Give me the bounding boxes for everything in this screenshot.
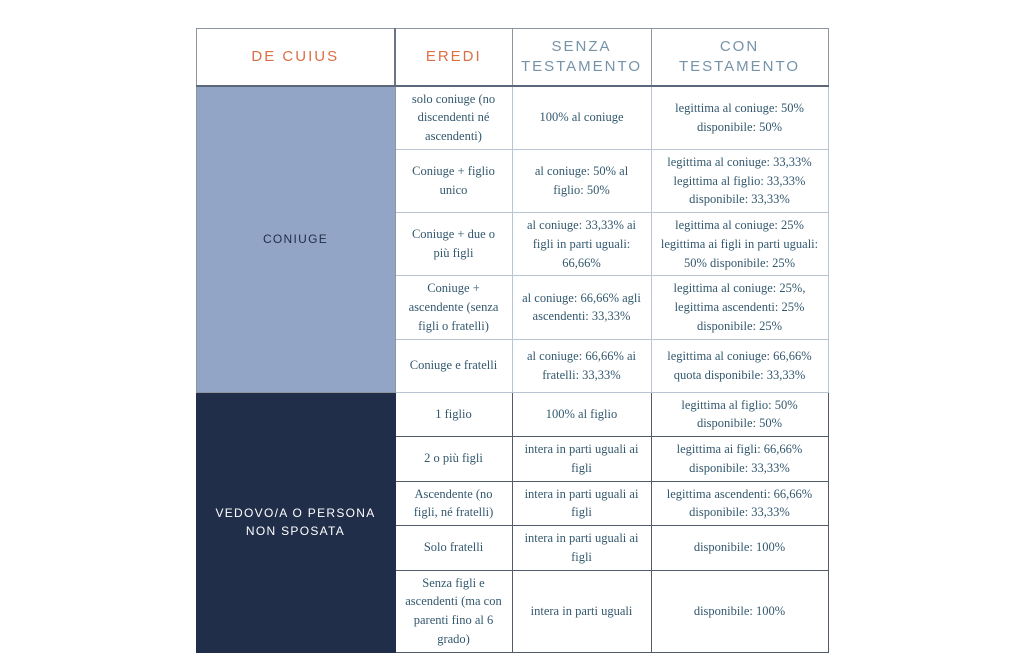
con-testamento-cell: legittima al figlio: 50% disponibile: 50% — [651, 392, 828, 437]
inheritance-table — [196, 28, 829, 653]
table-row — [196, 392, 828, 437]
con-testamento-cell: legittima al coniuge: 25% legittima ai figli in parti uguali: 50% disponibile: 25% — [651, 213, 828, 276]
eredi-cell: 1 figlio — [395, 392, 512, 437]
header-cell-eredi: EREDI — [395, 29, 512, 86]
senza-testamento-cell: al coniuge: 33,33% ai figli in parti uguali: 66,66% — [512, 213, 651, 276]
senza-testamento-cell: 100% al figlio — [512, 392, 651, 437]
senza-testamento-cell: intera in parti uguali ai figli — [512, 437, 651, 482]
con-testamento-cell: legittima ai figli: 66,66% disponibile: 33,33% — [651, 437, 828, 482]
con-testamento-cell: legittima al coniuge: 50% disponibile: 50% — [651, 86, 828, 150]
senza-testamento-cell: intera in parti uguali — [512, 570, 651, 652]
header-cell-con-testamento: CON TESTAMENTO — [651, 29, 828, 86]
senza-testamento-cell: al coniuge: 66,66% ai fratelli: 33,33% — [512, 339, 651, 392]
group-cell-coniuge: CONIUGE — [196, 86, 395, 393]
eredi-cell: Coniuge + figlio unico — [395, 149, 512, 212]
senza-testamento-cell: al coniuge: 50% al figlio: 50% — [512, 149, 651, 212]
con-testamento-cell: legittima al coniuge: 33,33% legittima al figlio: 33,33% disponibile: 33,33% — [651, 149, 828, 212]
header-cell-senza-testamento: SENZA TESTAMENTO — [512, 29, 651, 86]
eredi-cell: solo coniuge (no discendenti né ascendenti) — [395, 86, 512, 150]
senza-testamento-cell: intera in parti uguali ai figli — [512, 526, 651, 571]
eredi-cell: Senza figli e ascendenti (ma con parenti fino al 6 grado) — [395, 570, 512, 652]
con-testamento-cell: legittima al coniuge: 25%, legittima ascendenti: 25% disponibile: 25% — [651, 276, 828, 339]
eredi-cell: 2 o più figli — [395, 437, 512, 482]
header-cell-de-cuius: DE CUIUS — [196, 29, 395, 86]
eredi-cell: Coniuge e fratelli — [395, 339, 512, 392]
senza-testamento-cell: intera in parti uguali ai figli — [512, 481, 651, 526]
group-cell-vedovo: VEDOVO/A O PERSONA NON SPOSATA — [196, 392, 395, 652]
con-testamento-cell: legittima ascendenti: 66,66% disponibile: 33,33% — [651, 481, 828, 526]
senza-testamento-cell: al coniuge: 66,66% agli ascendenti: 33,33% — [512, 276, 651, 339]
con-testamento-cell: disponibile: 100% — [651, 526, 828, 571]
eredi-cell: Coniuge + ascendente (senza figli o fratelli) — [395, 276, 512, 339]
table-row — [196, 86, 828, 150]
con-testamento-cell: legittima al coniuge: 66,66% quota disponibile: 33,33% — [651, 339, 828, 392]
eredi-cell: Ascendente (no figli, né fratelli) — [395, 481, 512, 526]
table-header-row — [196, 29, 828, 86]
senza-testamento-cell: 100% al coniuge — [512, 86, 651, 150]
eredi-cell: Solo fratelli — [395, 526, 512, 571]
con-testamento-cell: disponibile: 100% — [651, 570, 828, 652]
eredi-cell: Coniuge + due o più figli — [395, 213, 512, 276]
page-background — [0, 28, 1024, 646]
